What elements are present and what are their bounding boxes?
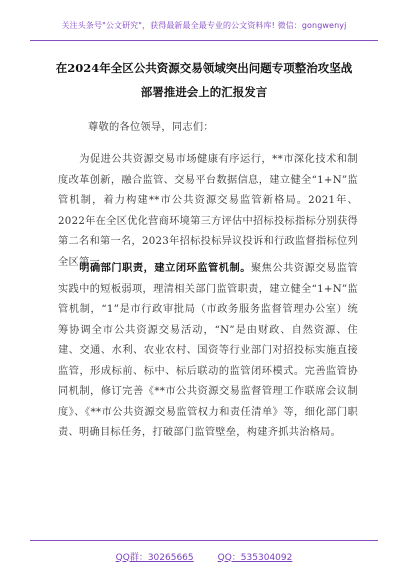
paragraph-2-heading: 明确部门职责，建立闭环监管机制。 — [79, 262, 251, 274]
paragraph-2-body: 聚焦公共资源交易监管实践中的短板弱项，理清相关部门监管职责，建立健全“1+N”监管机制，“1”是市行政审批局（市政务服务监督管理办公室）统筹协调全市公共资源交易活动，“N”是由财政、自然资源、住建、交通、水利、农业农村、国资等行业部门对招投标实施直接监管，形成标前、标中、标后联动的监管闭环模式。完善监管协同机制，修订完善《**市公共资源交易监督管理工作联席会议制度》、《**市公共资源交易监管权力和责任清单》等，细化部门职责、明确目标任务，打破部门监管壁垒，构建齐抓共治格局。 — [58, 263, 358, 438]
header-bar — [30, 10, 378, 41]
paragraph-2 — [58, 258, 358, 444]
paragraph-1-text: 为促进公共资源交易市场健康有序运行，**市深化技术和制度改革创新，融合监管、交易平台数据信息，建立健全“1+N”监管机制，着力构建**市公共资源交易监管新格局。2021年、2022年在全区优化营商环境第三方评估中招标投标指标分别获得第二名和第一名，2023年招标投标异议投诉和行政监督指标位列全区第一。 — [58, 154, 358, 268]
footer-bar — [30, 540, 378, 571]
footer-qq-group-link[interactable]: QQ群：30265665 — [115, 552, 194, 563]
document-title-line1: 在2024年全区公共资源交易领域突出问题专项整治攻坚战 — [55, 61, 353, 75]
header-promo-text: 关注头条号"公文研究"，获得最新最全最专业的公文资料库! 微信：gongwenyj — [61, 20, 347, 30]
greeting: 尊敬的各位领导，同志们： — [88, 122, 214, 133]
document-title-line2: 部署推进会上的汇报发言 — [140, 85, 268, 99]
footer-qq-link[interactable]: QQ：535304092 — [217, 552, 293, 563]
paragraph-1 — [58, 150, 358, 273]
